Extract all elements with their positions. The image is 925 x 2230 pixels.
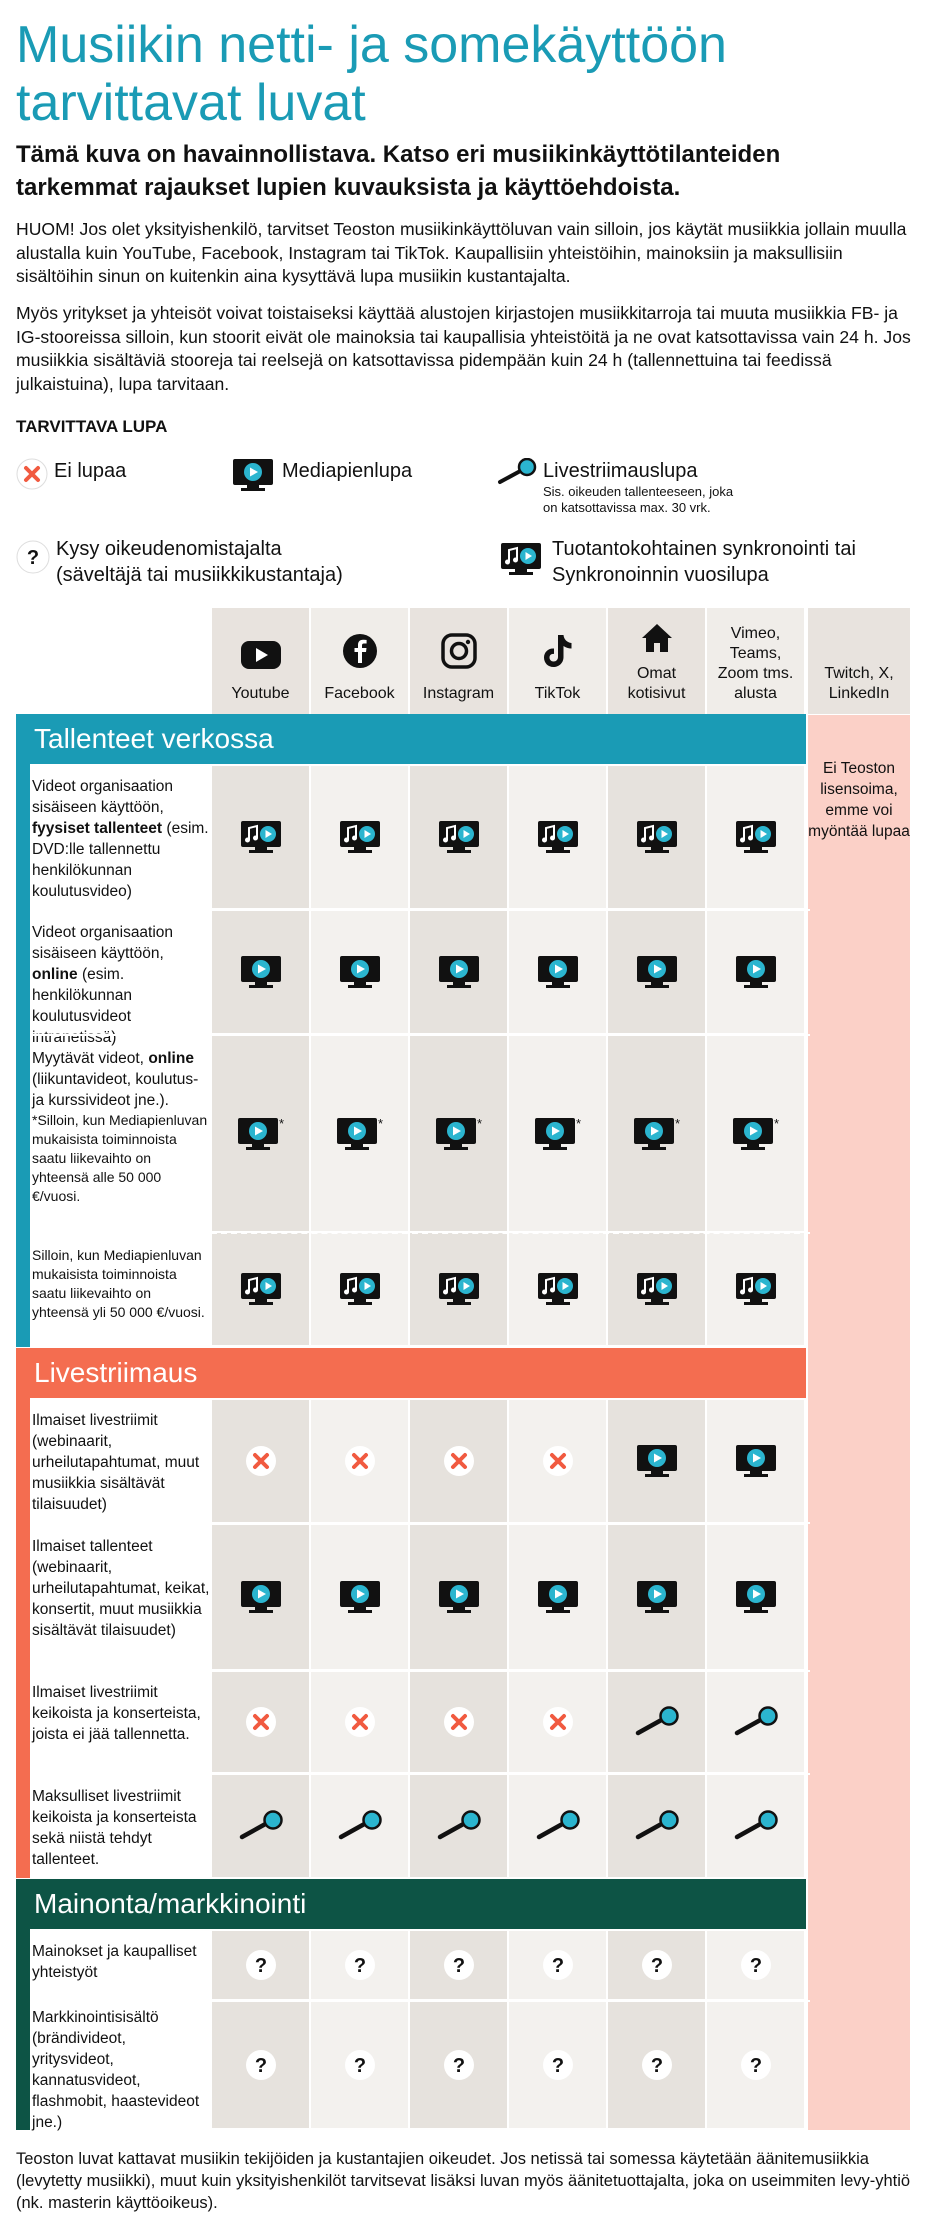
row-label-r10: Markkinointisisältö (brändivideot, yritysvideot, kannatusvideot, flashmobit, haastevideot jne.) (32, 2009, 200, 2131)
grid-cell-r3-5 (707, 1036, 804, 1231)
row-label-r5: Ilmaiset livestriimit (webinaarit, urheilutapahtumat, muut musiikkia sisältävät tilaisuudet) (32, 1412, 200, 1513)
svg-text:?: ? (551, 1955, 564, 1977)
legend-live-note-2: on katsottavissa max. 30 vrk. (543, 500, 711, 515)
legend-no-license-label: Ei lupaa (54, 460, 127, 482)
asterisk-mark: * (575, 1115, 582, 1131)
grid-cell-r4-0 (212, 1233, 309, 1345)
row-divider (30, 909, 810, 911)
monitor-music-icon (240, 820, 282, 854)
asterisk-mark: * (278, 1115, 285, 1131)
grid-cell-r4-4 (608, 1233, 705, 1345)
page-title: Musiikin netti- ja somekäyttöön tarvittavat luvat (16, 16, 727, 132)
monitor-music-icon (438, 1272, 480, 1306)
row-label-r9: Mainokset ja kaupalliset yhteistyöt (32, 1943, 197, 1981)
monitor-play-icon (735, 955, 777, 989)
monitor-play-icon (240, 955, 282, 989)
column-facebook (311, 608, 408, 714)
grid-cell-r3-2 (410, 1036, 507, 1231)
grid-cell-r10-5 (707, 2002, 804, 2128)
grid-cell-r10-2 (410, 2002, 507, 2128)
microphone-icon (733, 1810, 779, 1842)
monitor-music-icon (240, 1272, 282, 1306)
legend-live (497, 458, 733, 516)
monitor-play-icon (534, 1117, 576, 1151)
grid-cell-r1-2 (410, 766, 507, 908)
column-label: Facebook (324, 685, 395, 702)
section-recordings: Tallenteet verkossa (16, 714, 806, 764)
grid-cell-r5-0 (212, 1400, 309, 1522)
page-subtitle: Tämä kuva on havainnollistava. Katso eri musiikinkäyttötilanteiden tarkemmat rajaukset lupien kuvauksista ja käyttöehdoista. (16, 141, 781, 201)
question-icon (641, 1949, 673, 1981)
grid-cell-r5-1 (311, 1400, 408, 1522)
question-icon (245, 2049, 277, 2081)
microphone-icon (238, 1810, 284, 1842)
grid-cell-r3-3 (509, 1036, 606, 1231)
grid-cell-r7-5 (707, 1672, 804, 1772)
legend-live-label: Livestriimauslupa (543, 460, 698, 482)
monitor-music-icon (537, 1272, 579, 1306)
grid-cell-r9-4 (608, 1931, 705, 1999)
row-label-r1 (32, 776, 210, 902)
legend-no-license (16, 458, 126, 495)
grid-cell-r1-4 (608, 766, 705, 908)
question-icon (542, 2049, 574, 2081)
monitor-music-icon (537, 820, 579, 854)
grid-cell-r6-0 (212, 1525, 309, 1669)
no-license-icon (443, 1706, 475, 1738)
grid-cell-r5-2 (410, 1400, 507, 1522)
column-label: Youtube (231, 685, 290, 702)
row-text: Myytävät videot, (32, 1050, 144, 1067)
asterisk-mark: * (773, 1115, 780, 1131)
legend-ask (16, 536, 343, 588)
row-label-r8: Maksulliset livestriimit keikoista ja konserteista sekä niistä tehdyt tallenteet. (32, 1788, 197, 1868)
column-own-website (608, 608, 705, 714)
row-divider (30, 1522, 810, 1524)
monitor-music-icon (438, 820, 480, 854)
svg-text:?: ? (551, 2055, 564, 2077)
grid-cell-r5-4 (608, 1400, 705, 1522)
grid-cell-r9-1 (311, 1931, 408, 1999)
svg-text:?: ? (749, 2055, 762, 2077)
column-vimeo-teams-zoom (707, 608, 804, 714)
legend-sync-label-2: Synkronoinnin vuosilupa (552, 564, 769, 586)
grid-cell-r3-1 (311, 1036, 408, 1231)
section-livestream: Livestriimaus (16, 1348, 806, 1398)
facebook-icon (342, 633, 378, 674)
grid-cell-r3-0 (212, 1036, 309, 1231)
grid-cell-r2-3 (509, 911, 606, 1033)
grid-cell-r7-2 (410, 1672, 507, 1772)
grid-cell-r10-4 (608, 2002, 705, 2128)
no-license-icon (245, 1445, 277, 1477)
legend-ask-label-2: (säveltäjä tai musiikkikustantaja) (56, 564, 343, 586)
monitor-play-icon (735, 1580, 777, 1614)
intro-paragraph-2: Myös yritykset ja yhteisöt voivat toistaiseksi käyttää alustojen kirjastojen musiikkitarroja tai muuta musiikkia FB- ja IG-stooreissa silloin, kun stoorit eivät ole mainoksia tai kaupallisia yhteistöitä ja ne ovat katsottavissa vain 24 h. Jos musiikkia sisältäviä stooreja tai reelsejä on katsottavissa pidempään kuin 24 h (tallennettuina tai feedissä julkaistuina), lupa tarvitaan. (16, 303, 911, 394)
question-icon (542, 1949, 574, 1981)
column-label: Vimeo, Teams, Zoom tms. alusta (717, 625, 794, 702)
grid-cell-r4-1 (311, 1233, 408, 1345)
question-icon (245, 1949, 277, 1981)
monitor-music-icon (339, 1272, 381, 1306)
grid-cell-r7-1 (311, 1672, 408, 1772)
grid-cell-r9-0 (212, 1931, 309, 1999)
microphone-icon (535, 1810, 581, 1842)
monitor-play-icon (636, 955, 678, 989)
svg-text:?: ? (452, 2055, 465, 2077)
grid-cell-r8-3 (509, 1775, 606, 1877)
no-license-icon (245, 1706, 277, 1738)
home-icon (641, 623, 673, 658)
microphone-icon (337, 1810, 383, 1842)
grid-cell-r2-1 (311, 911, 408, 1033)
microphone-icon (497, 458, 537, 493)
monitor-play-icon (636, 1444, 678, 1478)
grid-cell-r8-2 (410, 1775, 507, 1877)
grid-cell-r1-5 (707, 766, 804, 908)
not-licensed-note: Ei Teoston lisensoima, emme voi myöntää lupaa (808, 760, 910, 840)
row-emphasis: online (148, 1050, 194, 1067)
microphone-icon (436, 1810, 482, 1842)
asterisk-mark: * (377, 1115, 384, 1131)
section-stripe-recordings (16, 714, 30, 1347)
row-label-r4: Silloin, kun Mediapienluvan mukaisista toiminnoista saatu liikevaihto on yhteensä yli 50 000 €/vuosi. (32, 1247, 205, 1320)
monitor-play-icon (237, 1117, 279, 1151)
question-icon (740, 2049, 772, 2081)
column-tiktok (509, 608, 606, 714)
grid-cell-r5-3 (509, 1400, 606, 1522)
svg-text:?: ? (650, 1955, 663, 1977)
monitor-play-icon (438, 1580, 480, 1614)
grid-cell-r6-5 (707, 1525, 804, 1669)
intro-paragraph-1: HUOM! Jos olet yksityishenkilö, tarvitset Teoston musiikinkäyttöluvan vain silloin, jos käytät musiikkia jollain muulla alustalla kuin YouTube, Facebook, Instagram tai TikTok. Kaupallisiin yhteistöihin, mainoksiin ja maksullisiin sisältöihin sinun on kuitenkin aina kysyttävä lupa musiikin kustantajalta. (16, 219, 907, 286)
grid-cell-r9-5 (707, 1931, 804, 1999)
monitor-music-icon (735, 820, 777, 854)
question-icon (344, 2049, 376, 2081)
grid-cell-r10-0 (212, 2002, 309, 2128)
row-text: (esim. DVD:lle tallennettu henkilökunnan koulutusvideo) (32, 820, 209, 900)
section-marketing: Mainonta/markkinointi (16, 1879, 806, 1929)
column-instagram (410, 608, 507, 714)
no-license-icon (542, 1445, 574, 1477)
legend-ask-label-1: Kysy oikeudenomistajalta (56, 538, 282, 560)
grid-cell-r2-0 (212, 911, 309, 1033)
column-label: Omat kotisivut (627, 665, 686, 702)
not-licensed-column (808, 715, 910, 2130)
microphone-icon (634, 1706, 680, 1738)
instagram-icon (441, 633, 477, 674)
column-twitch-x-linkedin (808, 608, 910, 714)
svg-text:?: ? (749, 1955, 762, 1977)
monitor-play-icon (232, 458, 274, 497)
svg-text:?: ? (26, 547, 40, 569)
row-label-r7: Ilmaiset livestriimit keikoista ja konserteista, joista ei jää tallennetta. (32, 1684, 201, 1743)
section-stripe-livestream (16, 1348, 30, 1878)
question-icon (344, 1949, 376, 1981)
grid-cell-r8-5 (707, 1775, 804, 1877)
column-label: Instagram (422, 685, 495, 702)
tiktok-icon (542, 633, 574, 674)
monitor-play-icon (339, 1580, 381, 1614)
grid-cell-r7-4 (608, 1672, 705, 1772)
row-text: (esim. henkilökunnan koulutusvideot intranetissä) (32, 966, 132, 1046)
microphone-icon (634, 1810, 680, 1842)
monitor-music-icon (339, 820, 381, 854)
monitor-play-icon (438, 955, 480, 989)
grid-cell-r8-0 (212, 1775, 309, 1877)
grid-cell-r8-4 (608, 1775, 705, 1877)
row-text: Videot organisaation sisäiseen käyttöön, (32, 924, 174, 962)
row-label-r2 (32, 922, 210, 1048)
legend-sync (500, 536, 856, 588)
grid-cell-r2-5 (707, 911, 804, 1033)
column-label: TikTok (534, 685, 581, 702)
question-icon (443, 2049, 475, 2081)
monitor-music-icon (735, 1272, 777, 1306)
legend-live-note-1: Sis. oikeuden tallenteeseen, joka (543, 484, 734, 499)
grid-cell-r4-3 (509, 1233, 606, 1345)
monitor-play-icon (537, 1580, 579, 1614)
monitor-play-icon (339, 955, 381, 989)
legend-sync-label-1: Tuotantokohtainen synkronointi tai (552, 538, 856, 560)
row-text: Videot organisaation sisäiseen käyttöön, (32, 778, 174, 816)
column-label: Twitch, X, LinkedIn (824, 665, 894, 702)
grid-cell-r6-3 (509, 1525, 606, 1669)
row-emphasis: online (32, 966, 78, 983)
row-divider (30, 1670, 810, 1672)
footer-note: Teoston luvat kattavat musiikin tekijöiden ja kustantajien oikeudet. Jos netissä tai somessa käytetään äänitemusiikkia (levytetty musiikki), muut kuin yksityishenkilöt tarvitsevat lisäksi luvan myös äänitetuottajalta, joka on useimmiten levy-yhtiö (nk. masterin käyttöoikeus). (16, 2150, 911, 2212)
monitor-music-icon (636, 820, 678, 854)
monitor-play-icon (435, 1117, 477, 1151)
question-icon (16, 540, 50, 579)
svg-text:?: ? (254, 1955, 267, 1977)
no-license-icon (344, 1445, 376, 1477)
svg-text:?: ? (353, 2055, 366, 2077)
svg-text:?: ? (254, 2055, 267, 2077)
monitor-play-icon (636, 1580, 678, 1614)
grid-cell-r7-0 (212, 1672, 309, 1772)
grid-cell-r8-1 (311, 1775, 408, 1877)
grid-cell-r1-3 (509, 766, 606, 908)
row-divider (30, 1773, 810, 1775)
grid-cell-r2-2 (410, 911, 507, 1033)
row-footnote: *Silloin, kun Mediapienluvan mukaisista toiminnoista saatu liikevaihto on yhteensä alle 50 000 €/vuosi. (32, 1112, 208, 1204)
svg-text:?: ? (452, 1955, 465, 1977)
no-license-icon (16, 458, 48, 495)
monitor-play-icon (240, 1580, 282, 1614)
row-divider (30, 2000, 810, 2002)
grid-cell-r9-2 (410, 1931, 507, 1999)
monitor-play-icon (336, 1117, 378, 1151)
grid-cell-r10-1 (311, 2002, 408, 2128)
asterisk-mark: * (674, 1115, 681, 1131)
row-text: (liikuntavideot, koulutus- ja kurssivideot jne.). (32, 1071, 199, 1109)
svg-text:?: ? (650, 2055, 663, 2077)
grid-cell-r1-0 (212, 766, 309, 908)
row-emphasis: fyysiset tallenteet (32, 820, 163, 837)
monitor-music-icon (636, 1272, 678, 1306)
row-divider-dashed (30, 1232, 810, 1234)
row-label-r6: Ilmaiset tallenteet (webinaarit, urheilutapahtumat, keikat, konsertit, muut musiikkia sisältävät tilaisuudet) (32, 1538, 210, 1639)
grid-cell-r7-3 (509, 1672, 606, 1772)
monitor-music-icon (500, 542, 542, 581)
legend-media-label: Mediapienlupa (282, 460, 413, 482)
svg-text:?: ? (353, 1955, 366, 1977)
youtube-icon (241, 641, 281, 674)
grid-cell-r2-4 (608, 911, 705, 1033)
column-youtube (212, 608, 309, 714)
no-license-icon (542, 1706, 574, 1738)
row-label-r3 (32, 1048, 210, 1206)
grid-cell-r3-4 (608, 1036, 705, 1231)
asterisk-mark: * (476, 1115, 483, 1131)
question-icon (740, 1949, 772, 1981)
legend-heading: TARVITTAVA LUPA (16, 417, 168, 436)
grid-cell-r4-5 (707, 1233, 804, 1345)
row-divider (30, 1034, 810, 1036)
grid-cell-r1-1 (311, 766, 408, 908)
question-icon (641, 2049, 673, 2081)
monitor-play-icon (732, 1117, 774, 1151)
legend-media (232, 458, 412, 497)
grid-cell-r10-3 (509, 2002, 606, 2128)
monitor-play-icon (735, 1444, 777, 1478)
grid-cell-r4-2 (410, 1233, 507, 1345)
monitor-play-icon (633, 1117, 675, 1151)
grid-cell-r6-4 (608, 1525, 705, 1669)
grid-cell-r9-3 (509, 1931, 606, 1999)
monitor-play-icon (537, 955, 579, 989)
question-icon (443, 1949, 475, 1981)
grid-cell-r5-5 (707, 1400, 804, 1522)
no-license-icon (344, 1706, 376, 1738)
no-license-icon (443, 1445, 475, 1477)
grid-cell-r6-2 (410, 1525, 507, 1669)
microphone-icon (733, 1706, 779, 1738)
grid-cell-r6-1 (311, 1525, 408, 1669)
